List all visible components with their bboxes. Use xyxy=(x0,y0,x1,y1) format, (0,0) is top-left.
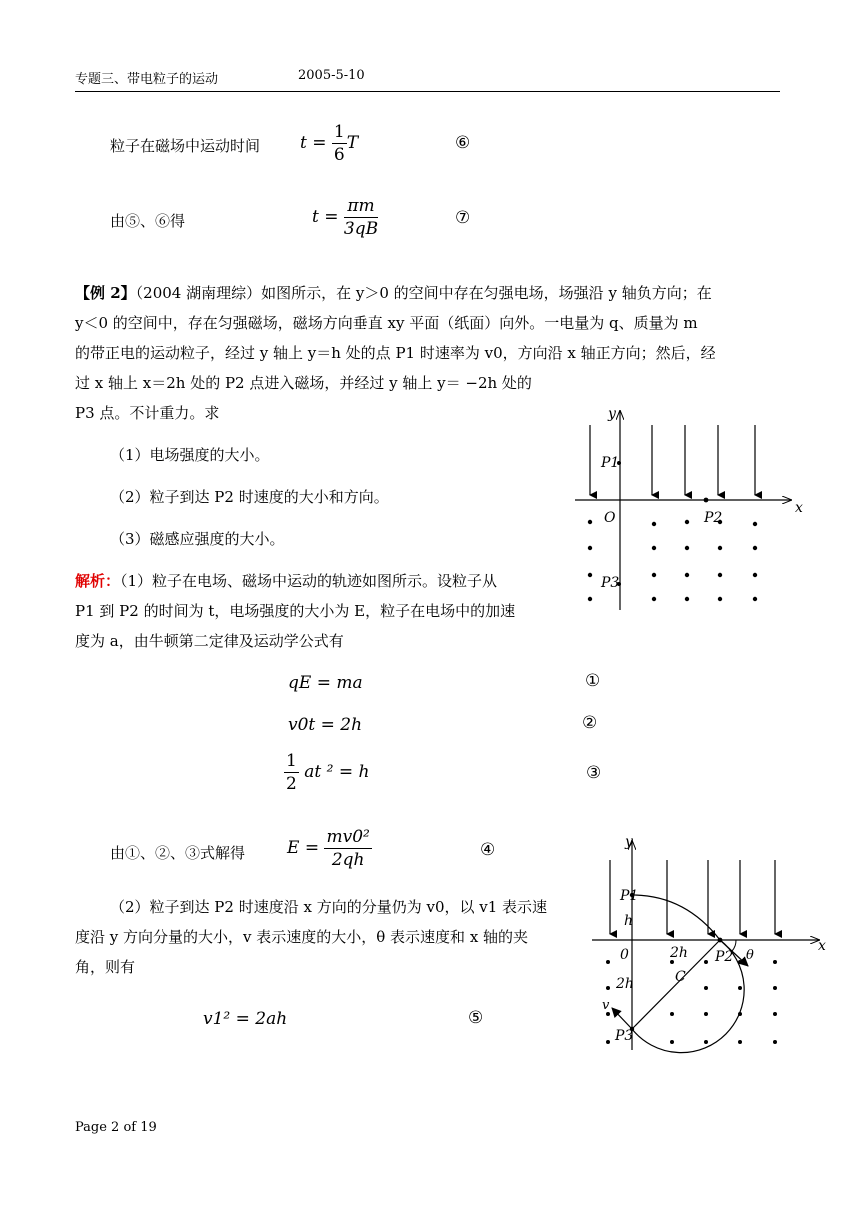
eq5: v1² = 2ah xyxy=(203,1009,288,1029)
example-text: 【例 2】（2004 湖南理综）如图所示，在 y＞0 的空间中存在匀强电场，场强沿 y 轴负方向；在 y＜0 的空间中，存在匀强磁场，磁场方向垂直 xy 平面（纸面）向外。一电量为 q、质量为 m 的带正电的运动粒子，经过 y 轴上 y＝h 处的点 P1 时速率为 v0，方向沿 x 轴正方向；然后，经 过 x 轴上 x＝2h 处的 P2 点进入磁场，并经过 y 轴上 y＝ −2h 处的 P3 点。不计重力。求 xyxy=(75,284,716,422)
eq3-mark: ③ xyxy=(586,763,602,783)
eq4-mark: ④ xyxy=(480,840,496,860)
eq1: qE = ma xyxy=(288,673,363,693)
eq6-formula: t = $\frac{1}{6}$ T xyxy=(300,122,359,165)
header-date: 2005-5-10 xyxy=(298,68,365,83)
header-title: 专题三、带电粒子的运动 xyxy=(75,72,219,87)
eq2-mark: ② xyxy=(582,713,598,733)
fig2-label-c: C xyxy=(675,969,686,985)
fig2-label-2h-x: 2h xyxy=(670,945,688,961)
fig1-label-p2: P2 xyxy=(704,510,723,526)
fig2-label-theta: θ xyxy=(746,948,754,963)
solution-label: 解析： xyxy=(75,572,121,590)
fig1-label-y: y xyxy=(608,406,616,422)
header-rule xyxy=(75,91,780,92)
fig2-label-2h-y: 2h xyxy=(616,976,634,992)
fig2-label-origin: 0 xyxy=(620,947,629,963)
figure-1 xyxy=(570,400,810,615)
fig1-label-p1: P1 xyxy=(601,455,620,471)
fig2-label-p3: P3 xyxy=(615,1028,634,1044)
eq6-label: 粒子在磁场中运动时间 xyxy=(110,137,261,155)
eq6-mark: ⑥ xyxy=(455,133,471,153)
eq7-formula: t = $\frac{\pi m}{3qB}$ xyxy=(312,196,379,239)
eq4-formula: E = $\frac{\text{mv0²}}{2qh}$ xyxy=(287,827,370,870)
part2-text: （2）粒子到达 P2 时速度沿 x 方向的分量仍为 v0，以 v1 表示速 度沿 y 方向分量的大小，v 表示速度的大小，θ 表示速度和 x 轴的夹 角，则有 xyxy=(75,898,548,976)
fig1-label-x: x xyxy=(795,500,803,516)
solution-text: 解析：（1）粒子在电场、磁场中运动的轨迹如图所示。设粒子从 P1 到 P2 的时间为 t，电场强度的大小为 E，粒子在电场中的加速 度为 a，由牛顿第二定律及运动学公式有 xyxy=(75,572,516,650)
fig1-label-p3: P3 xyxy=(601,575,620,591)
eq2: v0t = 2h xyxy=(288,715,363,735)
eq3: $\frac{1}{2}$ at ² = h xyxy=(286,751,370,794)
figure-2 xyxy=(590,830,835,1055)
question-2: （2）粒子到达 P2 时速度的大小和方向。 xyxy=(110,488,389,506)
eq1-mark: ① xyxy=(585,671,601,691)
fig2-parabola xyxy=(632,895,720,940)
fig2-label-p1: P1 xyxy=(620,888,639,904)
fig2-label-y: y xyxy=(625,834,633,850)
fig2-label-v: v xyxy=(602,998,610,1013)
fig2-label-x: x xyxy=(818,938,826,954)
fig1-label-o: O xyxy=(604,510,616,526)
eq4-label: 由①、②、③式解得 xyxy=(110,844,246,862)
fig2-label-p2: P2 xyxy=(715,949,734,965)
fig2-label-h: h xyxy=(624,913,634,929)
example-tag: 【例 2】 xyxy=(75,284,136,302)
eq7-mark: ⑦ xyxy=(455,208,471,228)
eq7-label: 由⑤、⑥得 xyxy=(110,212,186,230)
footer-page: Page 2 of 19 xyxy=(75,1120,157,1135)
eq5-mark: ⑤ xyxy=(468,1008,484,1028)
question-3: （3）磁感应强度的大小。 xyxy=(110,530,285,548)
fig2-velocity-p3 xyxy=(612,1008,632,1029)
question-1: （1）电场强度的大小。 xyxy=(110,446,270,464)
